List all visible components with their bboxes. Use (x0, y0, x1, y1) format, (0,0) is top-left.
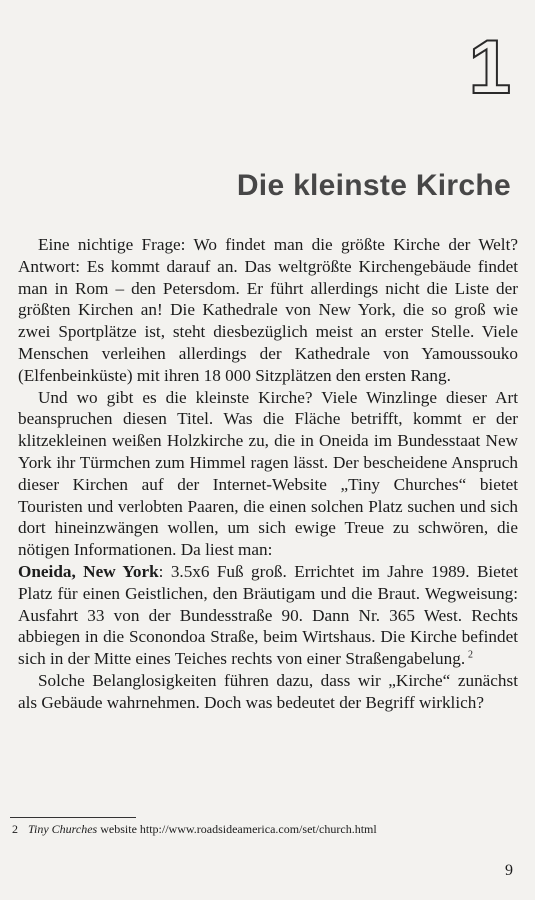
footnote-text: website http://www.roadsideamerica.com/set/church.html (97, 822, 377, 836)
body-text (18, 234, 518, 714)
footnote-italic: Tiny Churches (28, 822, 98, 836)
paragraph: Und wo gibt es die kleinste Kirche? Viele Winzlinge dieser Art beanspruchen diesen Titel. Was die Fläche betrifft, kommt er der klitzekleinen weißen Holzkirche zu, die in Oneida im Bundesstaat New York ihr Türmchen zum Himmel ragen lässt. Der bescheidene Anspruch dieser Kirchen auf der Internet-Website „Tiny Churches“ bietet Touristen und verlobten Paaren, die einen solchen Platz suchen und sich dort hineinzwängen wollen, um sich ewige Treue zu schwören, die nötigen Informationen. Da liest man: (18, 387, 518, 560)
footnote-number: 2 (12, 822, 18, 836)
page-number: 9 (505, 862, 513, 879)
paragraph: Eine nichtige Frage: Wo findet man die größte Kirche der Welt? Antwort: Es kommt darauf an. Das weltgrößte Kirchengebäude findet man in Rom – den Petersdom. Er führt allerdings nicht die Liste der größten Kirchen an! Die Kathedrale von New York, die so groß wie zwei Sportplätze ist, steht diesbezüglich meist an erster Stelle. Viele Menschen verleihen allerdings der Kathedrale von Yamoussouko (Elfenbeinküste) mit ihren 18 000 Sitzplätzen den ersten Rang. (18, 235, 518, 385)
entry-label: Oneida, New York (18, 561, 159, 581)
paragraph: Solche Belanglosigkeiten führen dazu, dass wir „Kirche“ zunächst als Gebäude wahrnehmen. Doch was bedeutet der Begriff wirklich? (18, 670, 518, 712)
chapter-title: Die kleinste Kirche (236, 169, 511, 202)
entry-paragraph (18, 561, 518, 670)
footnote-divider (10, 817, 136, 818)
footnote (12, 822, 512, 836)
chapter-number: 1 (468, 25, 511, 110)
entry-text: : 3.5x6 Fuß groß. Errichtet im Jahre 1989. Bietet Platz für einen Geistlichen, den Bräutigam und die Braut. Wegweisung: Ausfahrt 33 von der Bundesstraße 90. Dann Nr. 365 West. Rechts abbiegen in die Sconondoa Straße, beim Wirtshaus. Die Kirche befindet sich in der Mitte eines Teiches rechts von einer Straßengabelung. (18, 561, 518, 669)
footnote-ref[interactable]: 2 (468, 649, 474, 661)
